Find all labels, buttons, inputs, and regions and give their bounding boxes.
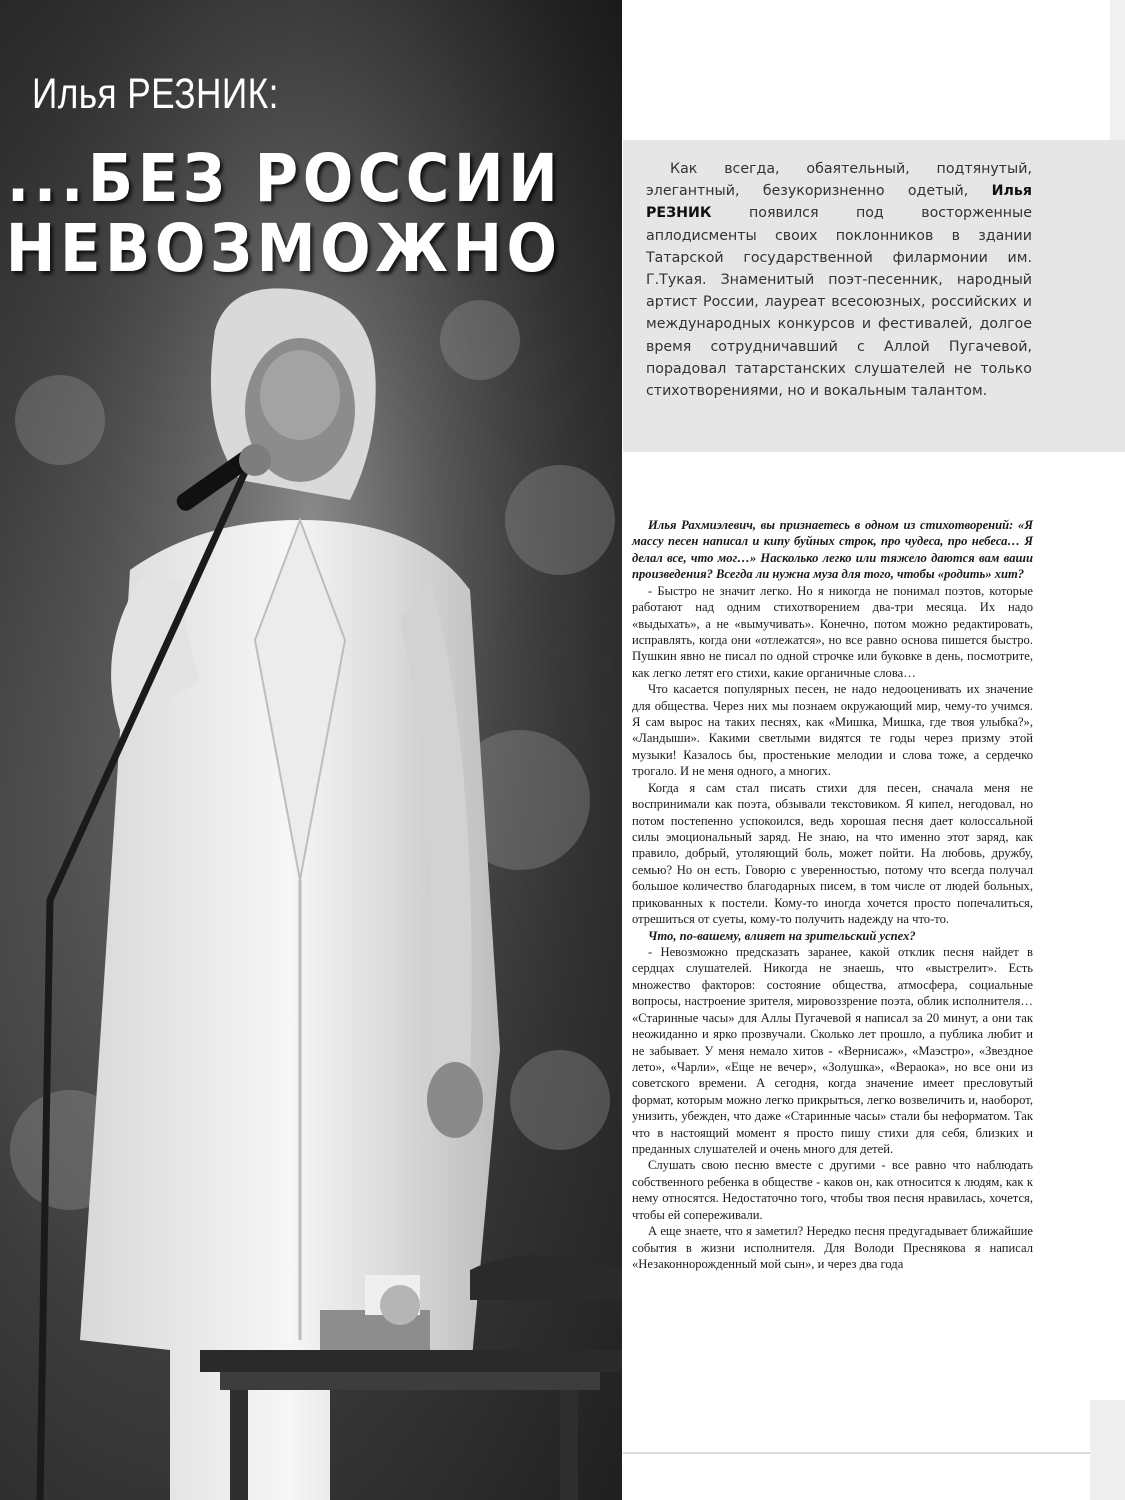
divider-line: [623, 1452, 1125, 1454]
lead-paragraph: [646, 158, 1032, 402]
interview-answer: Что касается популярных песен, не надо недооценивать их значение для общества. Через них мы познаем окружающий мир, чему-то учимся. Я сам вырос на таких песнях, как «Мишка, Мишка, где твоя улыбка?», «Ландыши». Какими светлыми видятся те годы через призму этой музыки! Казалось бы, простенькие мелодии и слова тоже, а сердечко трогало. И не меня одного, а многих.: [632, 682, 1033, 779]
interview-question: Что, по-вашему, влияет на зрительский успех?: [648, 928, 916, 943]
interview-answer: Слушать свою песню вместе с другими - все равно что наблюдать собственного ребенка в обществе - каков он, как относится к людям, как к нему относятся. Недостаточно того, чтобы твоя песня нравилась, хочется, чтобы ей сопереживали.: [632, 1158, 1033, 1222]
headline-line-1: ...БЕЗ РОССИИ: [6, 140, 562, 217]
article-body: [632, 517, 1033, 1272]
headline-line-2: НЕВОЗМОЖНО: [6, 210, 562, 287]
interview-answer: Когда я сам стал писать стихи для песен, сначала меня не воспринимали как поэта, обзывали текстовиком. Я кипел, негодовал, но потом постепенно успокоился, ведь хорошая песня дает колоссальной силы эмоциональный заряд. Не знаю, на что именно этот заряд, как правило, добрый, утоляющий боль, может пойти. На любовь, дружбу, семью? Но он есть. Говорю с уверенностью, потому что всегда получал большое количество благодарных писем, в том числе от людей больных, прикованных к постели. Кому-то иногда хочется просто попечалиться, отрешиться от суеты, кому-то получить надежду на что-то.: [632, 780, 1033, 927]
interview-question: Илья Рахмиэлевич, вы признаетесь в одном из стихотворений: «Я массу песен написал и кипу буйных строк, про чудеса, про небеса… Я делал все, что мог…» Насколько легко или тяжело даются вам ваши произведения? Всегда ли нужна муза для того, чтобы «родить» хит?: [632, 518, 1033, 582]
lead-name: Илья РЕЗНИК: [646, 183, 1032, 222]
decorative-bar-bottom: [1090, 1400, 1125, 1500]
interview-answer: А еще знаете, что я заметил? Нередко песня предугадывает ближайшие события в жизни исполнителя. Для Володи Преснякова я написал «Незаконнорожденный мой сын», и через два года: [632, 1224, 1033, 1271]
decorative-bar-top: [1110, 0, 1125, 140]
kicker-name: Илья РЕЗНИК:: [32, 70, 279, 118]
lead-rest: появился под восторженные аплодисменты своих поклонников в здании Татарской государственной филармонии им. Г.Тукая. Знаменитый поэт-песенник, народный артист России, лауреат всесоюзных, российских и международных конкурсов и фестивалей, долгое время сотрудничавший с Аллой Пугачевой, порадовал татарстанских слушателей не только стихотворениями, но и вокальным талантом.: [646, 205, 1032, 400]
lead-intro: Как всегда, обаятельный, подтянутый, элегантный, безукоризненно одетый,: [646, 161, 1032, 200]
interview-answer: - Невозможно предсказать заранее, какой отклик песня найдет в сердцах слушателей. Никогда не знаешь, что «выстрелит». Есть множество факторов: состояние общества, атмосфера, социальные вопросы, настроение зрителя, мировоззрение поэта, облик исполнителя… «Старинные часы» для Аллы Пугачевой я написал за 20 минут, а они так неожиданно и ярко прозвучали. Сколько лет прошло, а публика любит и не забывает. У меня немало хитов - «Вернисаж», «Маэстро», «Звездное лето», «Чарли», «Еще не вечер», «Золушка», «Вераока», но все они из советского времени. А сегодня, когда значение имеет пресловутый формат, которым можно легко прикрыться, легко возвеличить и, наоборот, унизить, убежден, что даже «Старинные часы» стали бы неформатом. Так что в настоящий момент я просто пишу стихи для себя, близких и преданных слушателей и очень много для детей.: [632, 944, 1033, 1157]
interview-answer: - Быстро не значит легко. Но я никогда не понимал поэтов, которые работают над одним стихотворением два-три месяца. Их надо «выдыхать», а не «вымучивать». Конечно, потом можно редактировать, исправлять, когда они «отлежатся», но все равно основа пишется быстро. Пушкин явно не писал по одной строчке или буковке в день, посмотрите, как легко летят его стихи, какие органичные слова…: [632, 583, 1033, 680]
